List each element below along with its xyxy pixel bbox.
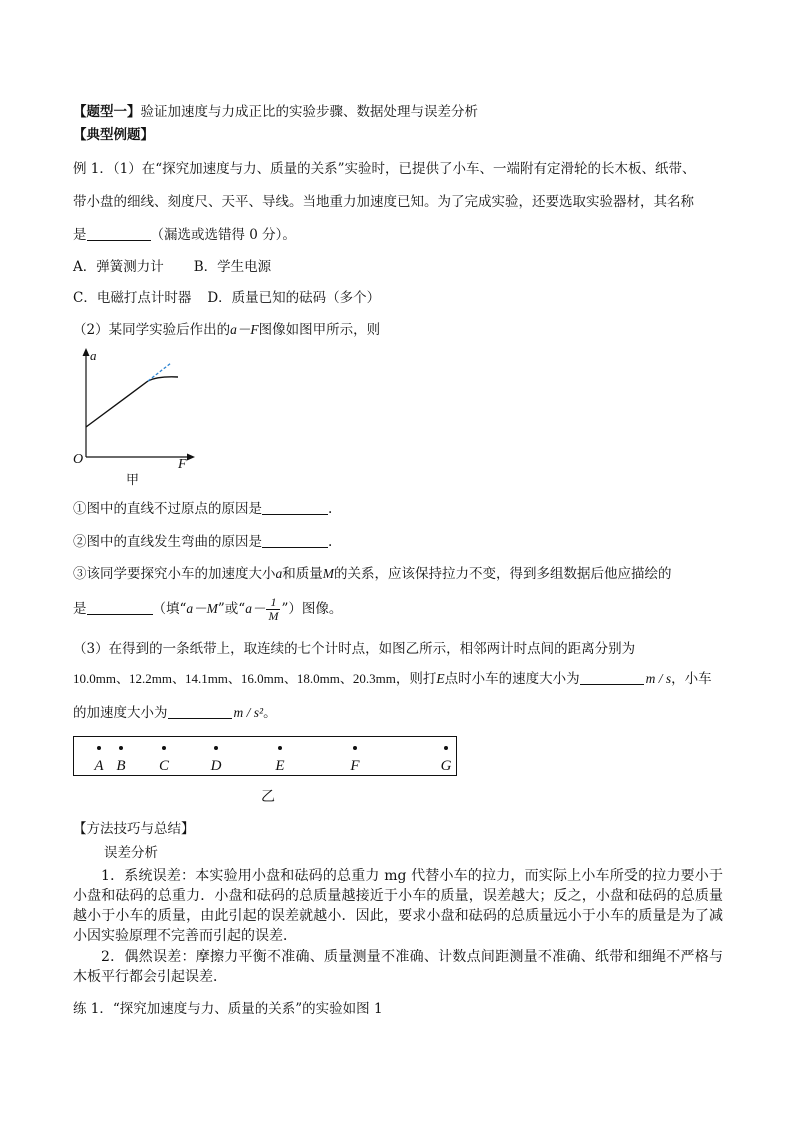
q3b-a: a－ bbox=[245, 601, 266, 616]
part2-post: 图像如图甲所示，则 bbox=[258, 322, 381, 338]
option-b: B．学生电源 bbox=[193, 259, 272, 275]
q2-end: . bbox=[328, 534, 333, 550]
accel-post: 。 bbox=[263, 705, 277, 721]
answer-blank-q3[interactable] bbox=[87, 600, 153, 615]
part2-pre: （2）某同学实验后作出的 bbox=[73, 322, 231, 338]
answer-blank-q2[interactable] bbox=[262, 533, 328, 548]
accel-line bbox=[73, 704, 277, 722]
question-3-b bbox=[73, 596, 342, 623]
fraction-numerator: 1 bbox=[266, 596, 280, 610]
answer-blank-acceleration[interactable] bbox=[168, 704, 232, 719]
dist-E: E bbox=[436, 671, 445, 686]
option-a: A．弹簧测力计 bbox=[73, 259, 164, 275]
q2-text: ②图中的直线发生弯曲的原因是 bbox=[73, 534, 262, 550]
tape-dot-e bbox=[278, 746, 282, 750]
tape-dot-d bbox=[214, 746, 218, 750]
example1-line1: 例 1．（1）在“探究加速度与力、质量的关系”实验时，已提供了小车、一端附有定滑轮的长木板、纸带、 bbox=[73, 161, 696, 177]
practice-line: 练 1．“探究加速度与力、质量的关系”的实验如图 1 bbox=[73, 1001, 383, 1017]
q3b-fill1: （填“ bbox=[152, 601, 187, 617]
option-d: D．质量已知的砝码（多个） bbox=[207, 290, 381, 306]
methods-paragraph-2: 2．偶然误差：摩擦力平衡不准确、质量测量不准确、计数点间距测量不准确、纸带和细绳不严格与木板平行都会引起误差． bbox=[73, 949, 723, 985]
answer-blank-q1[interactable] bbox=[262, 500, 328, 515]
section-heading bbox=[73, 103, 478, 121]
data-line bbox=[86, 381, 148, 427]
methods-subtitle: 误差分析 bbox=[104, 845, 158, 861]
q3-pre: ③该同学要探究小车的加速度大小 bbox=[73, 566, 276, 582]
methods-paragraph-1: 1．系统误差：本实验用小盘和砝码的总重力 mg 代替小车的拉力，而实际上小车所受的拉力要小于小盘和砝码的总重力．小盘和砝码的总质量越接近于小车的质量，误差越大；反之，小盘和砝码的总质量越小于小车的质量，由此引起的误差就越小．因此，要求小盘和砝码的总质量远小于小车的质量是为了减小因实验原理不完善而引起的误差． bbox=[73, 868, 723, 944]
tape-label-g: G bbox=[440, 758, 452, 774]
options-row-2 bbox=[73, 289, 380, 307]
line3-post: （漏选或选错得 0 分）。 bbox=[150, 227, 296, 243]
q3-mid: 和质量 bbox=[282, 566, 323, 582]
distances-values: 10.0mm、12.2mm、14.1mm、16.0mm、18.0mm、20.3mm bbox=[73, 671, 396, 686]
methods-label: 【方法技巧与总结】 bbox=[73, 821, 195, 837]
q3b-pre: 是 bbox=[73, 601, 87, 617]
dist-post: 点时小车的速度大小为 bbox=[444, 671, 580, 687]
line3-pre: 是 bbox=[73, 227, 87, 243]
question-1 bbox=[73, 500, 332, 518]
y-axis-arrow bbox=[83, 348, 90, 356]
q1-text: ①图中的直线不过原点的原因是 bbox=[73, 501, 262, 517]
fraction-1-over-M bbox=[266, 596, 280, 623]
unit-acceleration: m / s² bbox=[233, 705, 264, 720]
accel-pre: 的加速度大小为 bbox=[73, 705, 168, 721]
after-velocity: ，小车 bbox=[671, 671, 712, 687]
a-f-graph bbox=[70, 345, 210, 490]
q3-M: M bbox=[322, 566, 334, 581]
example1-line3 bbox=[73, 226, 296, 244]
q3-a: a bbox=[275, 566, 283, 581]
tape-label-f: F bbox=[350, 758, 360, 774]
q3b-aM: a－M bbox=[186, 601, 218, 616]
unit-velocity: m / s bbox=[645, 671, 672, 686]
tape-dot-f bbox=[353, 746, 357, 750]
paper-tape bbox=[73, 736, 457, 776]
heading-text: 验证加速度与力成正比的实验步骤、数据处理与误差分析 bbox=[140, 104, 478, 120]
tape-label-e: E bbox=[275, 758, 285, 774]
example1-line2: 带小盘的细线、刻度尺、天平、导线。当地重力加速度已知。为了完成实验，还要选取实验器材，其名称 bbox=[73, 194, 694, 210]
x-axis-arrow bbox=[187, 454, 195, 461]
tape-caption: 乙 bbox=[261, 789, 275, 805]
tape-dot-b bbox=[119, 746, 123, 750]
options-row-1 bbox=[73, 258, 271, 276]
part2-line bbox=[73, 321, 380, 339]
q3b-or: ”或“ bbox=[217, 601, 246, 617]
examples-label: 【典型例题】 bbox=[73, 127, 154, 143]
tape-dot-c bbox=[162, 746, 166, 750]
question-3 bbox=[73, 565, 672, 583]
q3-post: 的关系，应该保持拉力不变，得到多组数据后他应描绘的 bbox=[334, 566, 672, 582]
tape-label-d: D bbox=[210, 758, 222, 774]
answer-blank-equipment[interactable] bbox=[87, 226, 151, 241]
q1-end: . bbox=[328, 501, 333, 517]
y-axis-label: a bbox=[90, 348, 97, 363]
option-c: C．电磁打点计时器 bbox=[73, 290, 192, 306]
distances-line bbox=[73, 670, 712, 688]
question-2 bbox=[73, 533, 332, 551]
part3-line: （3）在得到的一条纸带上，取连续的七个计时点，如图乙所示，相邻两计时点间的距离分别为 bbox=[73, 641, 636, 657]
q3b-post: ”）图像。 bbox=[281, 601, 343, 617]
fraction-denominator: M bbox=[268, 609, 279, 623]
part2-var: a－F bbox=[230, 322, 259, 337]
tape-label-a: A bbox=[94, 758, 104, 774]
x-axis-label: F bbox=[178, 457, 187, 472]
tape-label-b: B bbox=[116, 758, 126, 774]
heading-bracket: 【题型一】 bbox=[73, 104, 141, 120]
tape-label-c: C bbox=[158, 758, 170, 774]
tape-dot-a bbox=[97, 746, 101, 750]
origin-label: O bbox=[73, 452, 84, 467]
tape-dot-g bbox=[444, 746, 448, 750]
dist-post-pre: ，则打 bbox=[395, 671, 437, 687]
answer-blank-velocity[interactable] bbox=[580, 670, 644, 685]
graph-caption: 甲 bbox=[126, 473, 140, 488]
